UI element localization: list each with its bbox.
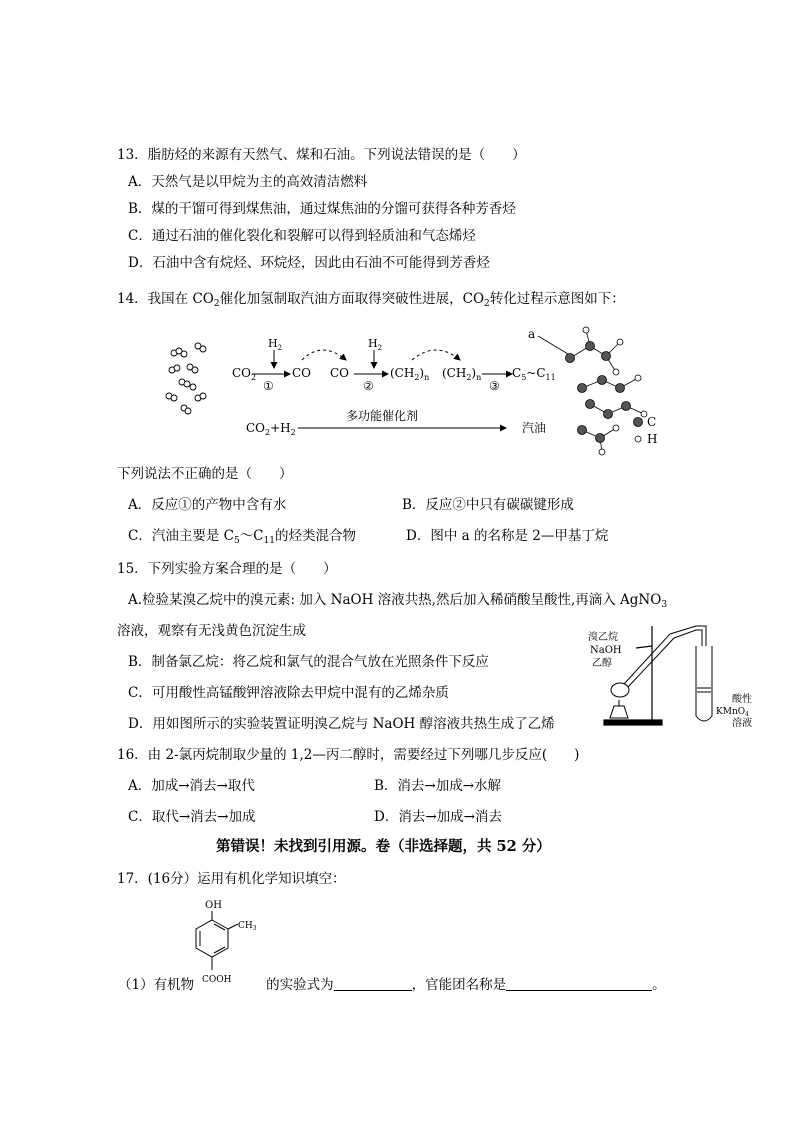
benzene-ring-icon [196, 920, 228, 957]
c5-c11-label: $C_5\sim C_{11}$ [512, 366, 556, 382]
q17-stem: 17．(16分）运用有机化学知识填空： [117, 871, 346, 887]
step-2-label: ② [363, 379, 374, 393]
q13-option-c: C．通过石油的催化裂化和裂解可以得到轻质油和气态烯烃 [128, 228, 476, 244]
lab-apparatus-figure [584, 616, 776, 740]
carbon-legend-label: C [647, 415, 657, 429]
tube-label-kmno4: KMnO$_4$ [716, 707, 749, 718]
q16-option-a: A．加成→消去→取代 [128, 778, 255, 794]
test-tube-icon [696, 646, 712, 721]
q14-option-a: A．反应①的产物中含有水 [128, 497, 287, 513]
molecule-oh-label: OH [205, 900, 222, 911]
co2-h2-label: $CO_2+H_2$ [246, 421, 296, 437]
q13-option-a: A．天然气是以甲烷为主的高效清洁燃料 [128, 174, 368, 190]
molecule-cooh-label: COOH [202, 975, 232, 985]
functional-group-blank[interactable] [506, 976, 652, 991]
co2-molecules-icon [166, 343, 206, 414]
molecule-ch3-label: $CH_3$ [238, 921, 257, 932]
ch2n-label-1: $(CH_2)_n$ [390, 366, 430, 382]
h2-label-1: $H_2$ [268, 337, 283, 352]
q14-option-c: C．汽油主要是 $C_5\sim C_{11}$的烃类混合物 [128, 528, 356, 546]
tube-label-solution: 溶液 [732, 718, 752, 729]
q15-stem: 15．下列实验方案合理的是（ ） [117, 561, 337, 577]
hydrogen-legend-icon [635, 436, 641, 442]
q14-question: 下列说法不正确的是（ ） [117, 466, 293, 482]
hydrogen-legend-label: H [647, 432, 658, 446]
section-title: 第错误！未找到引用源。卷（非选择题，共 52 分） [216, 838, 551, 855]
flask-label-bromoethane: 溴乙烷 [588, 632, 618, 643]
alcohol-lamp-icon [610, 700, 628, 718]
co2-label: $CO_2$ [232, 366, 257, 382]
dashed-arrow-1 [302, 350, 346, 360]
hydrocarbon-molecules-icon [566, 327, 648, 455]
q14-option-b: B．反应②中只有碳碳键形成 [402, 497, 574, 513]
co2-conversion-diagram [150, 318, 670, 458]
q15-option-b: B．制备氯乙烷：将乙烷和氯气的混合气放在光照条件下反应 [128, 654, 489, 670]
q16-option-c: C．取代→消去→加成 [128, 809, 256, 825]
label-a-pointer [538, 336, 568, 354]
q13-option-d: D．石油中含有烷烃、环烷烃，因此由石油不可能得到芳香烃 [128, 255, 490, 271]
q16-stem: 16．由 2-氯丙烷制取少量的 1,2—丙二醇时，需要经过下列哪几步反应( ) [117, 747, 580, 763]
q16-option-b: B．消去→加成→水解 [374, 778, 502, 794]
dashed-arrow-2 [412, 350, 460, 360]
h2-label-2: $H_2$ [368, 337, 383, 352]
q15-option-a: A.检验某溴乙烷中的溴元素: 加入 NaOH 溶液共热,然后加入稀硝酸呈酸性,再滴入 AgNO$_3$ [128, 592, 668, 610]
co-label-2: CO [330, 366, 350, 380]
q13-stem: 13．脂肪烃的来源有天然气、煤和石油。下列说法错误的是（ ） [117, 147, 526, 163]
gasoline-label: 汽油 [522, 421, 547, 435]
q13-option-b: B．煤的干馏可得到煤焦油，通过煤焦油的分馏可获得各种芳香烃 [128, 201, 516, 217]
q17-part1: （1）有机物 的实验式为 ，官能团名称是 。 [118, 977, 666, 993]
q15-option-c: C．可用酸性高锰酸钾溶液除去甲烷中混有的乙烯杂质 [128, 685, 449, 701]
q14-stem: 14．我国在 $CO_2$催化加氢制取汽油方面取得突破性进展，$CO_2$转化过程示意图如下： [117, 291, 625, 309]
catalyst-label: 多功能催化剂 [346, 409, 419, 423]
q15-option-d: D．用如图所示的实验装置证明溴乙烷与 NaOH 醇溶液共热生成了乙烯 [128, 716, 555, 732]
empirical-formula-blank[interactable] [334, 976, 412, 991]
q16-option-d: D．消去→加成→消去 [374, 809, 502, 825]
label-a: a [528, 327, 536, 341]
step-3-label: ③ [489, 379, 500, 393]
carbon-legend-icon [634, 418, 643, 427]
step-1-label: ① [263, 379, 274, 393]
tube-label-acidic: 酸性 [732, 694, 752, 705]
ch2n-label-2: $(CH_2)_n$ [442, 366, 482, 382]
flask-label-naoh: NaOH [590, 645, 622, 656]
flask-icon [611, 634, 674, 697]
flask-label-ethanol: 乙醇 [592, 658, 612, 669]
q14-option-d: D．图中 a 的名称是 2—甲基丁烷 [406, 528, 609, 544]
q15-option-a-continued: 溶液，观察有无浅黄色沉淀生成 [117, 623, 306, 639]
co-label-1: CO [292, 366, 312, 380]
